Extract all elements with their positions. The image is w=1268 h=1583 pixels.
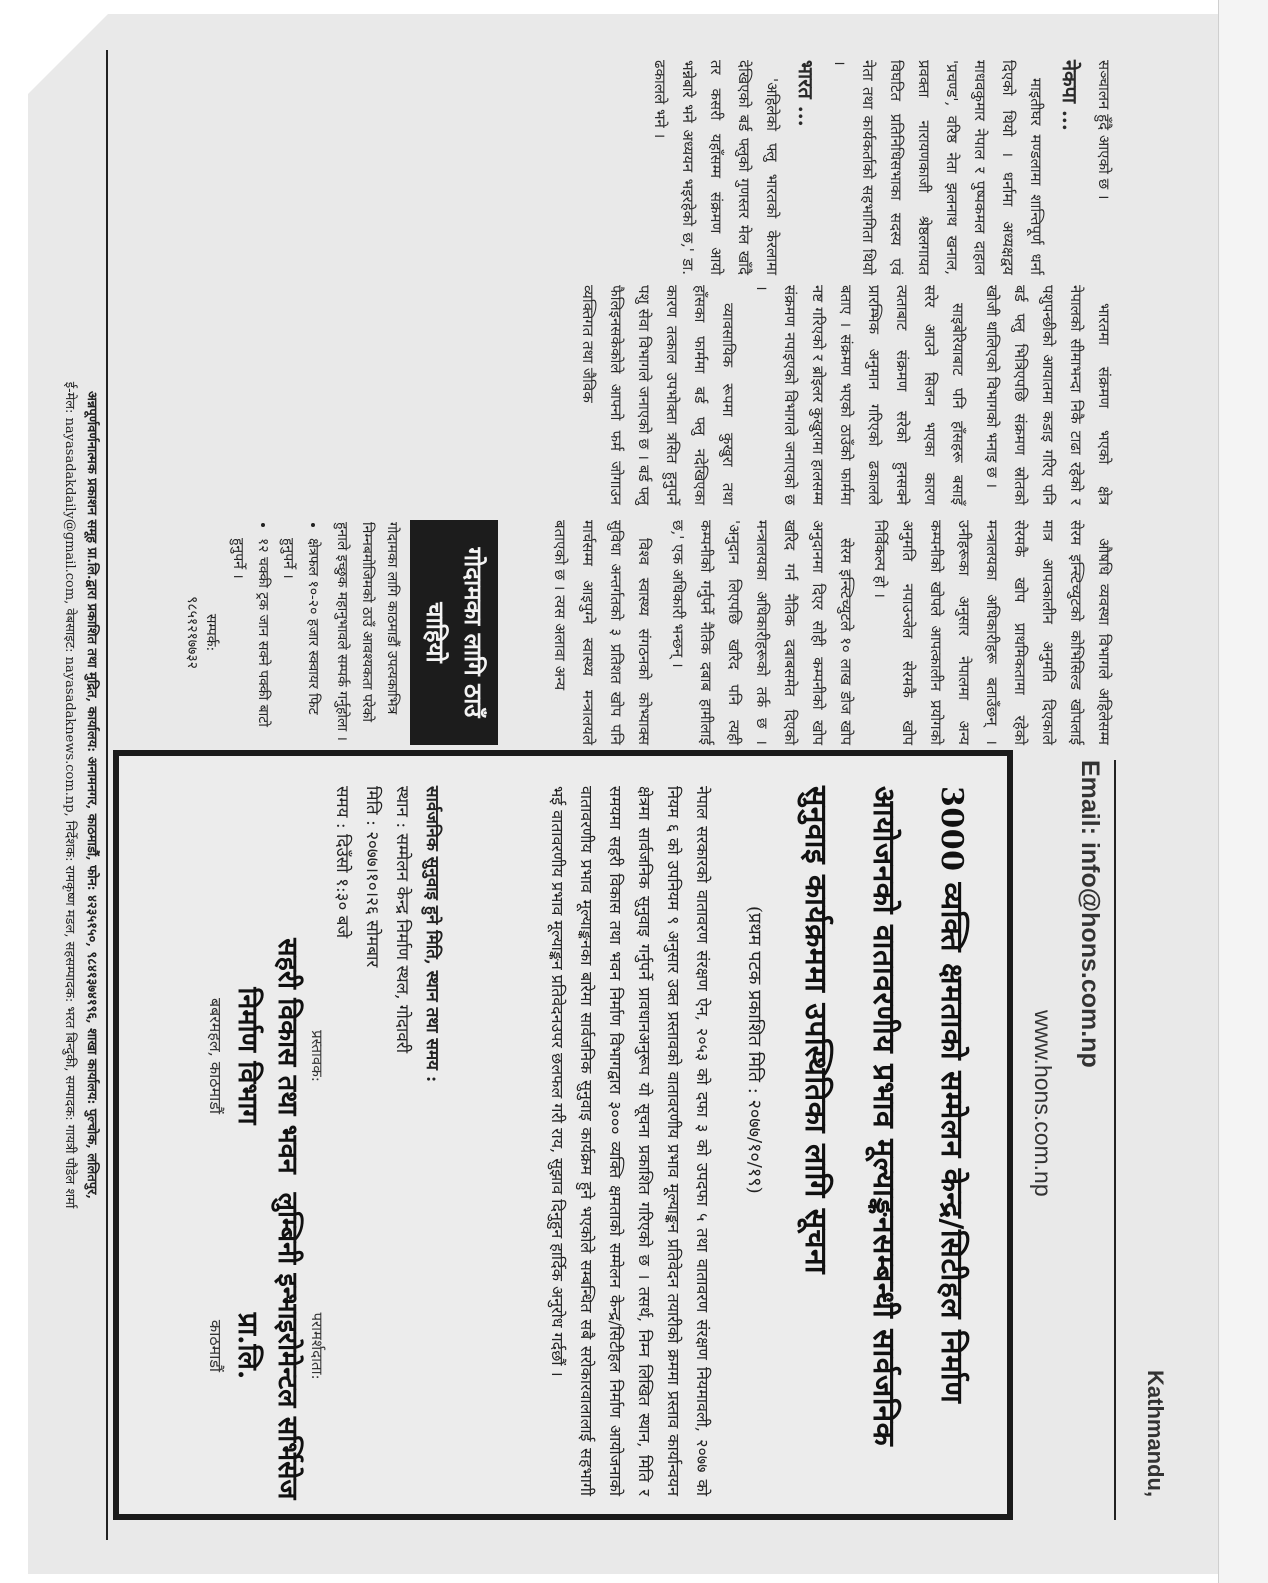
column1-dateline: नेकपा ...	[1058, 60, 1082, 131]
article-column-1b	[568, 285, 1118, 505]
imprint-line-2: ई-मेल: nayasadakdaily@gmail.com, वेबसाइट: nayasadaknews.com.np, निर्देशक: रामकृष्ण मडल, सहसम्पादक: भरत बिन्दुकी, सम्पादक: गायत्री पौडेल शर्मा	[62, 381, 77, 1209]
masthead-strip	[1120, 50, 1178, 1540]
column2-paragraph-2: सेरम इन्स्टिच्युटले १० लाख डोज खोप अनुदानमा दिएर सोही कम्पनीको खोप खरिद गर्न नैतिक दबाबसमेत दिएको मन्त्रालयका अधिकारीहरूको तर्क छ । 'अनुदान लिएपछि खरिद पनि त्यही कम्पनीको गर्नुपर्ने नैतिक दबाब हामीलाई छ,' एक अधिकारी भन्छन् ।	[669, 520, 855, 745]
notice-issue-date: (प्रथम पटक प्रकाशित मिति : २०७७/१०/१९)	[744, 906, 765, 1194]
hearing-time: समय : दिउँसो १:३० बजे	[332, 786, 352, 939]
proposer-block	[205, 906, 327, 1206]
proposer-role: प्रस्तावक:	[308, 1030, 326, 1082]
article-column-2	[540, 520, 1118, 745]
notice-title: 3000 व्यक्ति क्षमताको सम्मेलन केन्द्र/सिटीहल निर्माण आयोजनको वातावरणीय प्रभाव मूल्याङ्कनसम्बन्धी सार्वजनिक सुनुवाइ कार्यक्रममा उपस्थितिका लागि सूचना	[798, 786, 969, 1447]
article-column-1	[640, 60, 1118, 275]
warehouse-ad-item: • १२ चक्की ट्रक जान सक्ने पक्की बाटो हुनुपर्ने ।	[225, 538, 275, 745]
website-address: www.hons.com.np	[1030, 1010, 1056, 1197]
notice-body: नेपाल सरकारको वातावरण संरक्षण ऐन, २०५३ को दफा ३ को उपदफा ५ तथा वातावरण संरक्षण नियमावली, २०७७ को नियम ६ को उपनियम ९ अनुसार उक्त प्रस्तावको वातावरणीय प्रभाव मूल्याङ्कन प्रतिवेदन तयारीको क्रममा प्रस्ताव कार्यान्वयन क्षेत्रमा सार्वजनिक सुनुवाइ गर्नुपर्ने प्रावधानअनुरूप यो सूचना प्रकाशित गरिएको छ । तसर्थ, निम्न लिखित स्थान, मिति र समयमा सहरी विकास तथा भवन निर्माण विभागद्वारा ३००० व्यक्ति क्षमताको सम्मेलन केन्द्र/सिटीहल निर्माण आयोजनाको वातावरणीय प्रभाव मूल्याङ्कनका बारेमा सार्वजनिक सुनुवाइ कार्यक्रम हुने भएकोले सम्बन्धित सबै सरोकारवालालाई सहभागी भई वातावरणीय प्रभाव मूल्याङ्कन प्रतिवेदनउपर छलफल गरी राय, सुझाव दिनुहुन हार्दिक अनुरोध गर्दछौं ।	[548, 786, 712, 1496]
column1-paragraph-2: 'अहिलेको फ्लु भारतको केरलामा देखिएको बर्ड फ्लुको गुणस्तर मेल खाँदै तर कसरी यहाँसम्म संक्रमण आयो भन्नेबारे भने अध्ययन भइरहेको छ,' डा. ढकालले भने ।	[651, 60, 781, 275]
warehouse-ad-intro: गोदामका लागि काठमाडौं उपत्यकाभित्र निम्नबमोजिमको ठाउँ आवश्यकता परेको हुनाले इच्छुक महानुभावले सम्पर्क गर्नुहोला ।	[334, 522, 400, 741]
warehouse-ad-list	[225, 520, 325, 745]
hearing-place: स्थान : सम्मेलन केन्द्र निर्माण स्थल, गोदावरी	[392, 786, 412, 1054]
page-edge	[1218, 0, 1268, 1583]
column1-paragraph-5: व्यावसायिक रूपमा कुखुरा तथा हाँसका फार्ममा बर्ड फ्लु नदेखिएका कारण तत्काल उपभोक्ता त्रसित हुनुपर्ने पशु सेवा विभागले जनाएको छ । बर्ड फ्लु फैलिइनसकेकोले आफ्नो फर्म जोगाउन व्यक्तिगत तथा जैविक	[579, 285, 737, 505]
column1-paragraph-1: माइतीघर मण्डलामा शान्तिपूर्ण धर्ना दिएको थियो । धर्नामा अध्यक्षद्वय माधवकुमार नेपाल र पुष्पकमल दाहाल 'प्रचण्ड', वरिष्ठ नेता झलनाथ खनाल, प्रवक्ता नारायणकाजी श्रेष्ठलगायत विघटित प्रतिनिधिसभाका सदस्य एवं नेता तथा कार्यकर्ताको सहभागिता थियो ।	[831, 60, 1045, 275]
imprint-footer	[56, 50, 108, 1540]
consultant-role: परामर्शदाता:	[308, 1312, 326, 1380]
consultant-location: काठमाडौं	[206, 1319, 225, 1373]
contact-label: सम्पर्क:	[203, 613, 219, 652]
public-notice	[113, 750, 1013, 1520]
warehouse-ad-heading: गोदामका लागि ठाउँ चाहियो	[410, 520, 498, 745]
column2-paragraph-3: विश्व स्वास्थ्य संगठनको कोभ्याक्स सुविधा अन्तर्गतको ३ प्रतिशत खोप पनि मार्चसम्म आइपुग्ने स्वास्थ्य मन्त्रालयले बताएको छ । त्यस अलावा अन्य	[551, 520, 653, 745]
consultant-block	[205, 1186, 327, 1506]
rotated-newspaper-page	[53, 50, 1178, 1540]
email-address: Email: info@hons.com.np	[1076, 760, 1104, 1068]
column1-paragraph-4: साइबेरियाबाट पनि हाँसहरू बसाइँ सरेर आउने सिजन भएका कारण त्यताबाट संक्रमण सरेको हुनसक्ने प्रारम्भिक अनुमान गरिएको ढकालले बताए । संक्रमण भएको ठाउँको फार्ममा नष्ट गरिएको र ब्रोइलर कुखुरामा हालसम्म संक्रमण नपाइएको विभागले जनाएको छ ।	[753, 285, 967, 505]
imprint-line-1: अन्नपूर्णवर्णनात्मक प्रकाशन समूह प्रा.लि.द्वारा प्रकाशित तथा मुद्रित, कार्यालय: अनामनगर, काठमाडौं, फोन: ४२३५१५०, ९८४१३७४१९६, शाखा कार्यालय: पुल्चोक, ललितपुर,	[84, 391, 99, 1199]
column1-paragraph-3: भारतमा संक्रमण भएको क्षेत्र नेपालको सीमाभन्दा निकै टाढा रहेको र पशुपन्छीको आयातमा कडाइ गरिए पनि बर्ड फ्लु भित्रिएपछि संक्रमण स्रोतको खोजी थालिएको विभागको भनाइ छ ।	[983, 285, 1113, 505]
hearing-details	[327, 786, 447, 1266]
proposer-location: बबरमहल, काठमाडौं	[206, 997, 225, 1115]
column2-paragraph-1: औषधि व्यवस्था विभागले अहिलेसम्म सेरम इन्स्टिच्युटको कोभिसिल्ड खोपलाई मात्र आपत्कालीन अनुमति दिएकाले सेरमकै खोप प्राथमिकतामा रहेको मन्त्रालयका अधिकारीहरू बताउँछन् । उनीहरूका अनुसार नेपालमा अन्य कम्पनीको खोपले आपत्कालीन प्रयोगको अनुमति नपाउन्जेल सेरमकै खोप निर्विकल्प हो ।	[871, 520, 1113, 745]
contact-phone: ९८५१२१७७३२	[184, 596, 200, 669]
hearing-heading: सार्वजनिक सुनुवाइ हुने मिति, स्थान तथा समय :	[422, 786, 442, 1083]
warehouse-ad-contact	[183, 520, 221, 745]
hearing-date: मिति : २०७७।१०।२६ सोमबार	[362, 786, 382, 968]
column1-section-heading: भारत ...	[794, 60, 818, 127]
consultant-organization: लुम्बिनी इन्भाइरोमेन्टल सर्भिसेज प्रा.लि.	[232, 1192, 303, 1500]
warehouse-ad	[158, 520, 498, 745]
proposer-organization: सहरी विकास तथा भवन निर्माण विभाग	[232, 938, 303, 1174]
city-label: Kathmandu,	[1143, 1370, 1168, 1498]
contact-box	[1004, 760, 1116, 1520]
column1-opening: सञ्चालन हुँदै आएको छ ।	[1095, 60, 1113, 200]
warehouse-ad-item: • क्षेत्रफल १०-२० हजार स्क्वायर फिट हुनुपर्ने ।	[275, 538, 325, 745]
